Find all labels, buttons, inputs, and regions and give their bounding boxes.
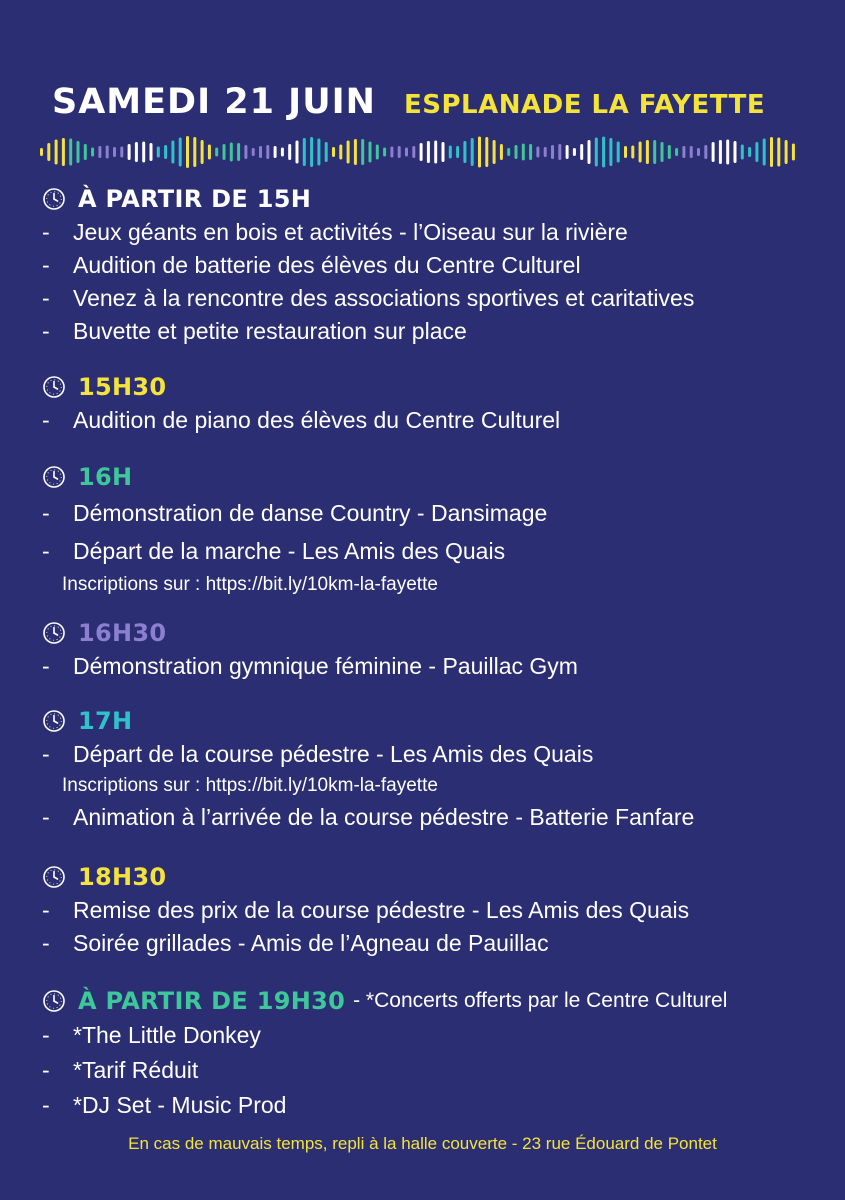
wave-bar [734, 141, 737, 163]
wave-bar [646, 140, 649, 164]
schedule-section [42, 704, 822, 834]
wave-bar [544, 147, 547, 157]
wave-bar [259, 146, 262, 158]
wave-bar [376, 145, 379, 160]
wave-bar [442, 142, 445, 162]
list-dash: - [42, 1022, 50, 1048]
sound-wave-decoration [38, 130, 798, 174]
section-heading [42, 860, 822, 894]
registration-link[interactable]: Inscriptions sur : https://bit.ly/10km-la-fayette [62, 775, 438, 796]
wave-bar [602, 137, 605, 168]
wave-bar [792, 144, 795, 161]
wave-bar [719, 140, 722, 164]
wave-bar [704, 145, 707, 159]
wave-bar [631, 146, 634, 159]
wave-bar [434, 141, 437, 164]
wave-bar [471, 138, 474, 166]
list-item [42, 249, 822, 282]
wave-bar [186, 136, 189, 168]
wave-bar [529, 144, 532, 160]
wave-bar [478, 137, 481, 168]
list-item-text: Audition de batterie des élèves du Centre Culturel [73, 252, 581, 278]
list-dash: - [42, 930, 50, 956]
wave-bar [77, 141, 80, 163]
list-item [42, 404, 822, 437]
wave-bar [339, 145, 342, 160]
wave-bar [755, 142, 758, 162]
clock-icon [42, 187, 66, 211]
list-dash: - [42, 804, 50, 830]
wave-bar [405, 148, 408, 157]
wave-bar [288, 144, 291, 160]
wave-bar [84, 144, 87, 160]
wave-bar [558, 144, 561, 160]
clock-icon [42, 709, 66, 733]
list-item [42, 216, 822, 249]
wave-bar [310, 137, 313, 167]
wave-bar [252, 148, 255, 156]
wave-bar [317, 139, 320, 166]
wave-bar [98, 146, 101, 158]
wave-bar [661, 142, 664, 162]
list-item-text: Audition de piano des élèves du Centre Culturel [73, 407, 561, 433]
wave-bar [325, 142, 328, 162]
section-heading [42, 616, 822, 650]
wave-bar [47, 143, 50, 161]
list-item-text: Venez à la rencontre des associations sportives et caritatives [73, 285, 695, 311]
section-heading [42, 182, 822, 216]
wave-bar [682, 146, 685, 158]
clock-icon [42, 621, 66, 645]
event-date: SAMEDI 21 JUIN [52, 82, 376, 122]
wave-bar [266, 145, 269, 159]
section-time: 15H30 [78, 373, 167, 401]
list-item [42, 738, 822, 771]
wave-bar [332, 147, 335, 157]
section-time: 18H30 [78, 863, 167, 891]
wave-bar [566, 145, 569, 159]
wave-bar [712, 142, 715, 162]
wave-bar [536, 147, 539, 158]
wave-bar [347, 141, 350, 164]
list-dash: - [42, 741, 50, 767]
wave-bar [157, 147, 160, 158]
clock-icon [42, 375, 66, 399]
wave-bar [748, 147, 751, 157]
section-time: À PARTIR DE 19H30 [78, 987, 346, 1015]
list-dash: - [42, 407, 50, 433]
list-item [42, 315, 822, 348]
wave-bar [609, 138, 612, 166]
list-item [42, 1018, 822, 1053]
schedule-section [42, 860, 822, 960]
wave-bar [274, 146, 277, 158]
wave-bar [588, 140, 591, 164]
wave-bar [456, 146, 459, 158]
section-note: - *Concerts offerts par le Centre Culturel [353, 989, 728, 1012]
wave-bar [91, 148, 94, 157]
list-dash: - [42, 285, 50, 311]
wave-bar [201, 140, 204, 164]
list-item-text: Départ de la course pédestre - Les Amis des Quais [73, 741, 594, 767]
wave-bar [485, 137, 488, 167]
weather-notice: En cas de mauvais temps, repli à la halle couverte - 23 rue Édouard de Pontet [128, 1134, 717, 1153]
wave-bar [493, 140, 496, 164]
wave-bar [193, 137, 196, 167]
section-time: 17H [78, 707, 133, 735]
list-dash: - [42, 653, 50, 679]
wave-bar [215, 148, 218, 157]
schedule-section [42, 460, 822, 600]
list-item [42, 532, 822, 570]
wave-bar [785, 140, 788, 164]
wave-bar [595, 138, 598, 167]
wave-bar [164, 145, 167, 159]
wave-bar [208, 145, 211, 160]
list-item [42, 801, 822, 834]
list-dash: - [42, 897, 50, 923]
wave-bar [398, 146, 401, 158]
section-time: 16H30 [78, 619, 167, 647]
section-heading [42, 460, 822, 494]
registration-link[interactable]: Inscriptions sur : https://bit.ly/10km-la-fayette [62, 574, 438, 595]
wave-bar [62, 138, 65, 166]
list-item-text: Soirée grillades - Amis de l’Agneau de Pauillac [73, 930, 549, 956]
wave-bar [135, 142, 138, 162]
wave-bar [361, 139, 364, 165]
list-item [42, 894, 822, 927]
section-time: À PARTIR DE 15H [78, 185, 312, 213]
wave-bar [763, 139, 766, 166]
wave-bar [463, 141, 466, 163]
wave-bar [369, 142, 372, 163]
wave-bar [777, 138, 780, 167]
wave-bar [449, 146, 452, 159]
wave-bar [726, 140, 729, 165]
wave-bar [420, 143, 423, 161]
section-heading [42, 704, 822, 738]
header [52, 78, 792, 134]
wave-bar [383, 148, 386, 157]
wave-bar [573, 148, 576, 156]
schedule-section [42, 616, 822, 683]
wave-bar [624, 146, 627, 158]
list-item [42, 1053, 822, 1088]
wave-bar [412, 146, 415, 158]
section-heading [42, 370, 822, 404]
wave-bar [171, 141, 174, 164]
list-item-text: *Tarif Réduit [73, 1057, 199, 1083]
list-item-text: Départ de la marche - Les Amis des Quais [73, 537, 506, 564]
wave-bar [770, 137, 773, 167]
schedule-section [42, 984, 822, 1123]
list-dash: - [42, 537, 50, 564]
wave-bar [653, 140, 656, 164]
wave-bar [179, 138, 182, 167]
wave-bar [741, 145, 744, 160]
wave-bar [106, 146, 109, 159]
wave-bar [617, 142, 620, 163]
wave-bar [120, 147, 123, 158]
wave-bar [128, 144, 131, 160]
wave-bar [515, 145, 518, 159]
list-dash: - [42, 318, 50, 344]
list-dash: - [42, 219, 50, 245]
wave-bar [40, 148, 43, 156]
wave-bar [354, 139, 357, 165]
wave-bar [668, 145, 671, 159]
list-item [42, 650, 822, 683]
wave-bar [113, 147, 116, 157]
list-item-text: Animation à l’arrivée de la course pédestre - Batterie Fanfare [73, 804, 695, 830]
wave-bar [244, 145, 247, 159]
section-time: 16H [78, 463, 133, 491]
wave-bar [639, 142, 642, 163]
wave-bar [427, 141, 430, 163]
list-dash: - [42, 1092, 50, 1118]
schedule-section [42, 182, 822, 348]
wave-bar [580, 144, 583, 160]
wave-bar [551, 145, 554, 159]
clock-icon [42, 865, 66, 889]
list-item [42, 1088, 822, 1123]
wave-bar [55, 140, 58, 165]
wave-bar [675, 148, 678, 156]
list-item-text: Démonstration de danse Country - Dansimage [73, 499, 548, 526]
wave-bar [390, 147, 393, 158]
list-item-text: *The Little Donkey [73, 1022, 261, 1048]
wave-bar [507, 148, 510, 156]
wave-bar [500, 144, 503, 160]
section-heading [42, 984, 822, 1018]
list-dash: - [42, 499, 50, 526]
wave-bar [522, 144, 525, 161]
list-dash: - [42, 1057, 50, 1083]
clock-icon [42, 465, 66, 489]
wave-bar [697, 148, 700, 156]
wave-bar [142, 142, 145, 163]
wave-bar [296, 141, 299, 164]
event-place: ESPLANADE LA FAYETTE [404, 90, 766, 120]
wave-bar [150, 143, 153, 161]
list-item-text: Buvette et petite restauration sur place [73, 318, 467, 344]
wave-bar [237, 143, 240, 161]
wave-bar [69, 139, 72, 166]
list-item-text: *DJ Set - Music Prod [73, 1092, 287, 1118]
list-item-text: Démonstration gymnique féminine - Pauillac Gym [73, 653, 578, 679]
wave-bar [230, 143, 233, 162]
list-item-text: Remise des prix de la course pédestre - Les Amis des Quais [73, 897, 690, 923]
schedule-section [42, 370, 822, 437]
list-dash: - [42, 252, 50, 278]
list-item [42, 282, 822, 315]
wave-bar [303, 138, 306, 166]
wave-bar [690, 146, 693, 158]
list-item [42, 927, 822, 960]
list-item-text: Jeux géants en bois et activités - l’Oiseau sur la rivière [73, 219, 628, 245]
list-item [42, 494, 822, 532]
wave-bar [281, 148, 284, 157]
clock-icon [42, 989, 66, 1013]
wave-bar [223, 144, 226, 160]
